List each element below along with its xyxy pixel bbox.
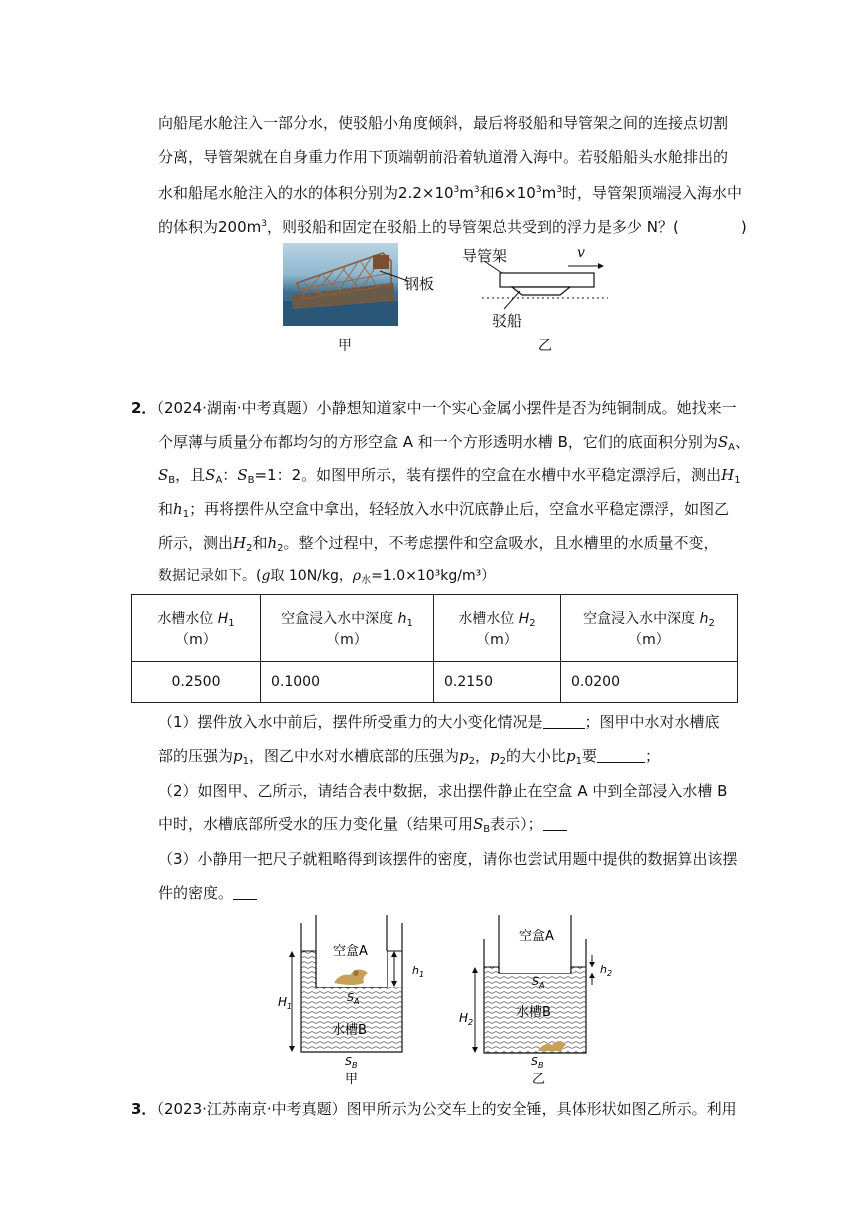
q3-number: 3． xyxy=(131,1100,157,1118)
q3-line-1: 3．（2023·江苏南京·中考真题）图甲所示为公交车上的安全锤，具体形状如图乙所示。利用 xyxy=(131,1100,737,1118)
jacket-photo xyxy=(283,243,398,326)
sub-q1-line-1: （1）摆件放入水中前后，摆件所受重力的大小变化情况是 ；图甲中水对水槽底 xyxy=(158,713,720,731)
SB-label-2: $S_B$ xyxy=(531,1055,544,1070)
q2-line-1: 2．（2024·湖南·中考真题）小静想知道家中一个实心金属小摆件是否为纯铜制成。她找来一 xyxy=(131,399,737,417)
sub-q2-line-2: 中时，水槽底部所受水的压力变化量（结果可用$S_B$表示）； xyxy=(158,814,567,840)
table-cell: 0.2500 xyxy=(132,662,261,703)
answer-blank[interactable] xyxy=(597,747,645,763)
figure-2a-caption: 甲 xyxy=(345,1072,359,1087)
sub-q3-line-2: 件的密度。 xyxy=(158,883,257,903)
tank-b-label: 水槽B xyxy=(332,1023,367,1038)
h2-label: $h_2$ xyxy=(600,963,613,978)
intro-line-2: 分离，导管架就在自身重力作用下顶端朝前沿着轨道滑入海中。若驳船船头水舱排出的 xyxy=(158,148,729,166)
SB-label: $S_B$ xyxy=(345,1055,358,1070)
figure-1b-caption: 乙 xyxy=(538,338,552,354)
SA-label-2: $S_A$ xyxy=(532,975,545,990)
q2-line-4: 和$h_1$；再将摆件从空盒中拿出，轻轻放入水中沉底静止后，空盒水平稳定漂浮，如图乙 xyxy=(158,500,730,520)
barge-label: 驳船 xyxy=(492,312,523,330)
table-cell: 0.2150 xyxy=(434,662,561,703)
intro-line-1: 向船尾水舱注入一部分水，使驳船小角度倾斜，最后将驳船和导管架之间的连接点切割 xyxy=(158,114,729,132)
q2-line-6: 数据记录如下。(g取 10N/kg，$\rho_水=1.0\times 10^3kg/m^3$） xyxy=(158,568,496,586)
velocity-label: v xyxy=(577,245,585,261)
volume-3: $200m^3$ xyxy=(218,218,267,236)
sub-q3-line-1: （3）小静用一把尺子就粗略得到该摆件的密度，请你也尝试用题中提供的数据算出该摆 xyxy=(158,850,738,868)
volume-1: $2.2\times 10^3m^3$ xyxy=(398,184,480,202)
answer-blank[interactable] xyxy=(543,713,585,729)
box-a-label-2: 空盒A xyxy=(519,929,554,944)
q2-line-2: 个厚薄与质量分布都均匀的方形空盒 A 和一个方形透明水槽 B，它们的底面积分别为$S_A$、 xyxy=(158,433,751,453)
table-cell: 0.0200 xyxy=(561,662,738,703)
SA-label: $S_A$ xyxy=(347,991,360,1006)
table-header-cell: 空盒浸入水中深度 $h_1$ （m） xyxy=(261,595,434,662)
table-header-cell: 水槽水位 $H_1(m)$ xyxy=(132,595,261,662)
table-header-cell: 空盒浸入水中深度 $h_2$ （m） xyxy=(561,595,738,662)
sub-q1-line-2: 部的压强为$p_1$，图乙中水对水槽底部的压强为$p_2$，$p_2$的大小比$p_1$要 ； xyxy=(158,747,661,767)
q2-line-5: 所示，测出$H_2$和$h_2$。整个过程中，不考虑摆件和空盒吸水，且水槽里的水质量不变， xyxy=(158,534,719,554)
intro-line-3: 水和船尾水舱注入的水的体积分别为$2.2\times 10^3m^3$和$6\times 10^3m^3$时，导管架顶端浸入海水中 xyxy=(158,184,742,202)
h1-label: $h_1$ xyxy=(412,964,425,979)
H2-label: $H_2$ xyxy=(459,1011,474,1027)
data-table xyxy=(131,594,738,703)
figure-1a-caption: 甲 xyxy=(338,338,352,354)
table-row xyxy=(132,662,738,703)
pipe-frame-label: 导管架 xyxy=(462,247,508,265)
steel-plate-label: 钢板 xyxy=(404,275,435,293)
answer-blank[interactable] xyxy=(543,815,567,831)
tank-diagram xyxy=(270,915,620,1093)
figure-2b-caption: 乙 xyxy=(532,1072,546,1087)
answer-blank[interactable] xyxy=(233,884,257,900)
q2-source: （2024·湖南·中考真题） xyxy=(156,399,317,417)
sub-q2-line-1: （2）如图甲、乙所示，请结合表中数据，求出摆件静止在空盒 A 中到全部浸入水槽 B xyxy=(158,782,728,800)
volume-2: $6\times 10^3m^3$ xyxy=(494,184,562,202)
q2-number: 2． xyxy=(131,399,157,417)
table-header-cell: 水槽水位 $H_2(m)$ xyxy=(434,595,561,662)
table-cell: 0.1000 xyxy=(261,662,434,703)
table-header-row xyxy=(132,595,738,662)
box-a-label: 空盒A xyxy=(333,944,368,959)
tank-b-label-2: 水槽B xyxy=(516,1005,551,1020)
intro-line-4: 的体积为$200m^3$，则驳船和固定在驳船上的导管架总共受到的浮力是多少 N？( ) xyxy=(158,218,747,236)
H1-label: $H_1$ xyxy=(278,995,293,1011)
q2-line-3: $S_B$，且$S_A$：$S_B=1$：2。如图甲所示，装有摆件的空盒在水槽中水平稳定漂浮后，测出$H_1$ xyxy=(158,466,741,486)
